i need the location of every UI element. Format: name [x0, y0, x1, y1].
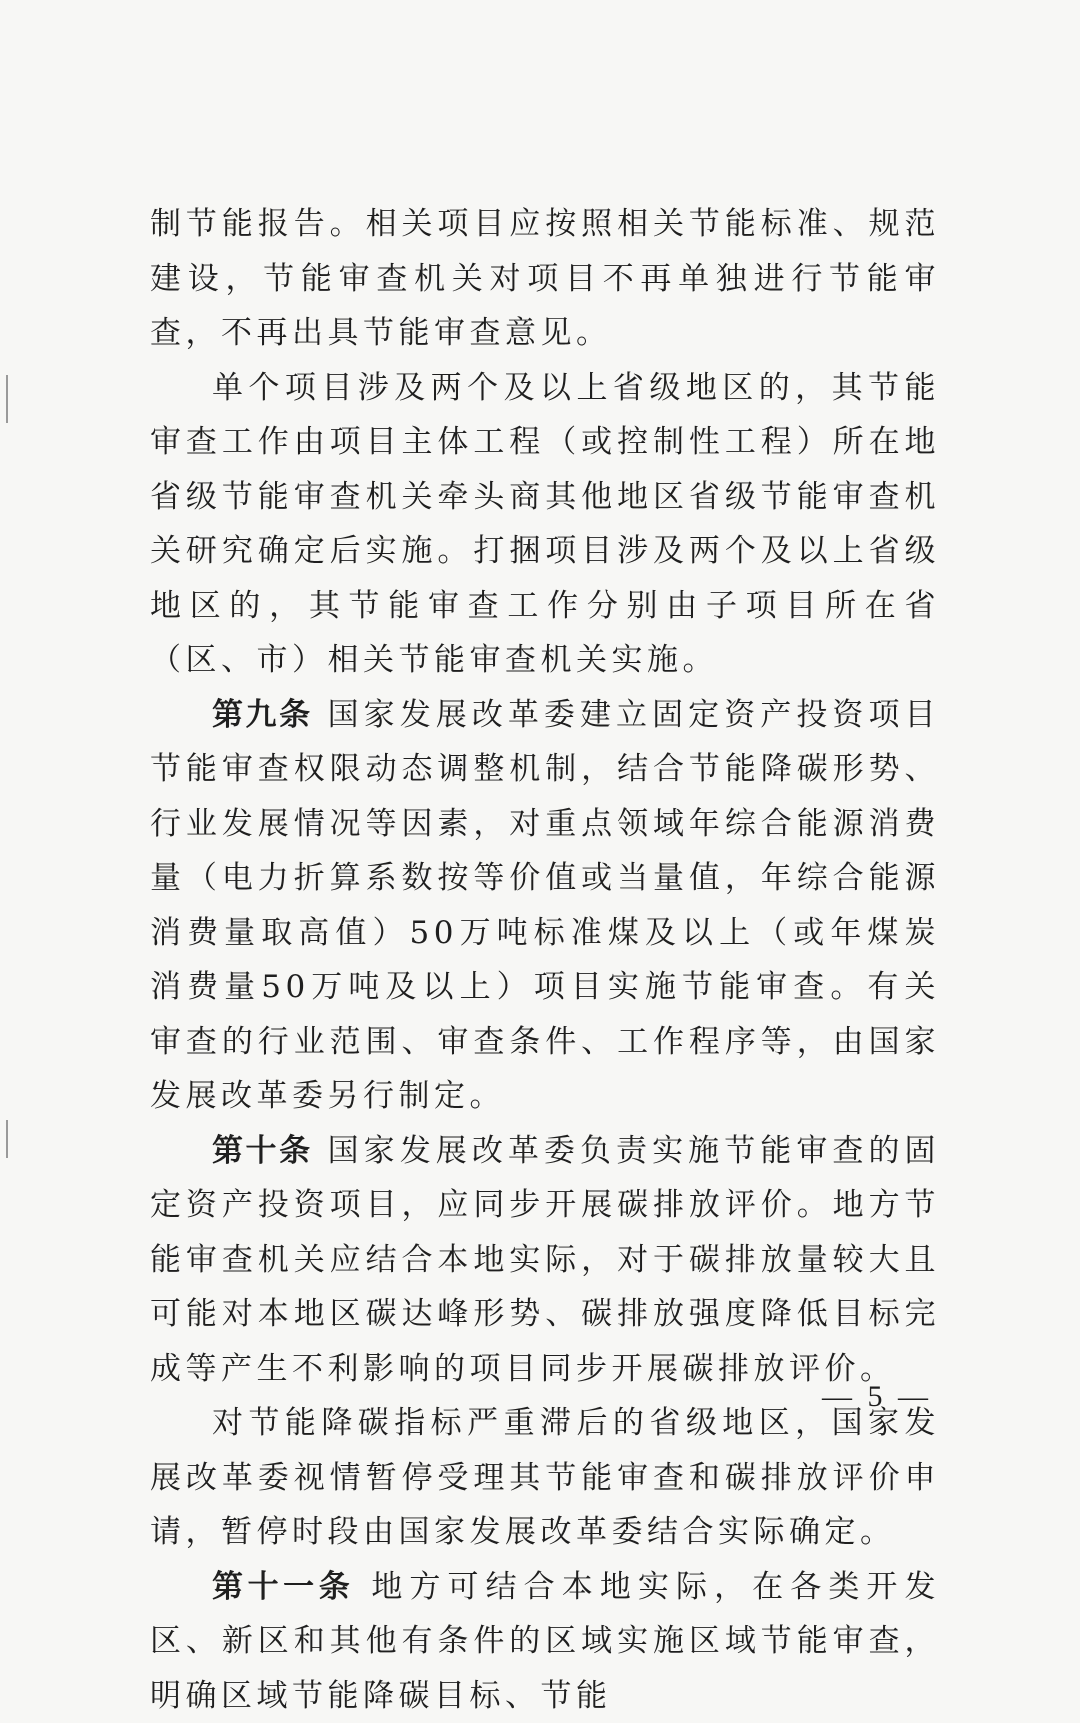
paragraph-text: 制节能报告。相关项目应按照相关节能标准、规范建设，节能审查机关对项目不再单独进行节能审查，不再出具节能审查意见。 [150, 206, 940, 351]
article-heading: 第十条 [212, 1133, 313, 1169]
paragraph [150, 1396, 940, 1560]
paragraph [150, 361, 940, 688]
page-number: — 5 — [822, 1380, 932, 1414]
article-heading: 第九条 [212, 697, 313, 733]
paragraph-text: 单个项目涉及两个及以上省级地区的，其节能审查工作由项目主体工程（或控制性工程）所在地省级节能审查机关牵头商其他地区省级节能审查机关研究确定后实施。打捆项目涉及两个及以上省级地区的，其节能审查工作分别由子项目所在省（区、市）相关节能审查机关实施。 [150, 370, 940, 679]
paragraph-text: 国家发展改革委建立固定资产投资项目节能审查权限动态调整机制，结合节能降碳形势、行业发展情况等因素，对重点领域年综合能源消费量（电力折算系数按等价值或当量值，年综合能源消费量取高值）50万吨标准煤及以上（或年煤炭消费量50万吨及以上）项目实施节能审查。有关审查的行业范围、审查条件、工作程序等，由国家发展改革委另行制定。 [150, 697, 940, 1115]
article-paragraph [150, 1560, 940, 1723]
scan-edge-mark [6, 1120, 8, 1158]
paragraph-text: 对节能降碳指标严重滞后的省级地区，国家发展改革委视情暂停受理其节能审查和碳排放评价申请，暂停时段由国家发展改革委结合实际确定。 [150, 1405, 940, 1550]
article-heading: 第十一条 [212, 1569, 354, 1605]
paragraph [150, 197, 940, 361]
article-paragraph [150, 1124, 940, 1397]
document-body [150, 197, 940, 1723]
paragraph-text: 地方可结合本地实际，在各类开发区、新区和其他有条件的区域实施区域节能审查，明确区域节能降碳目标、节能 [150, 1569, 940, 1714]
article-paragraph [150, 688, 940, 1124]
scan-edge-mark [6, 375, 8, 423]
paragraph-text: 国家发展改革委负责实施节能审查的固定资产投资项目，应同步开展碳排放评价。地方节能审查机关应结合本地实际，对于碳排放量较大且可能对本地区碳达峰形势、碳排放强度降低目标完成等产生不利影响的项目同步开展碳排放评价。 [150, 1133, 940, 1387]
